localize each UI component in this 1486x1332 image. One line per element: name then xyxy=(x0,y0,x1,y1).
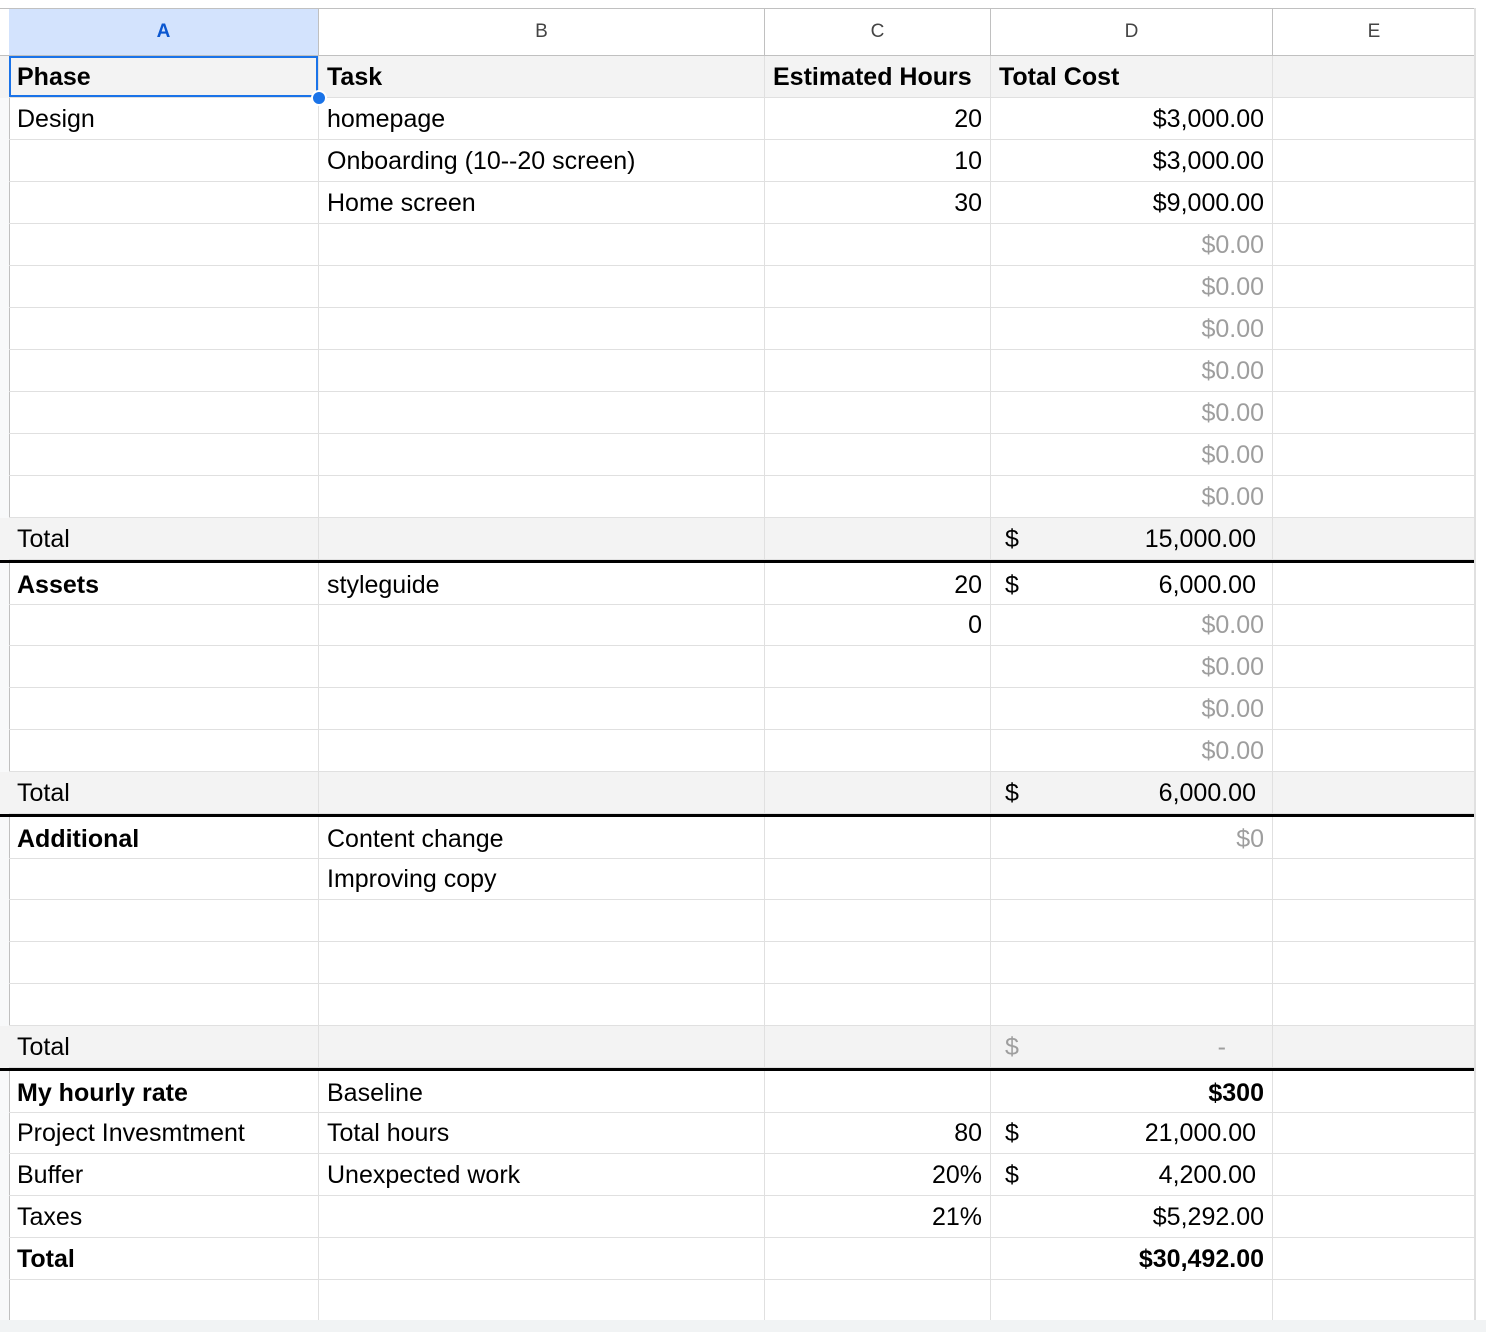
currency-symbol: $ xyxy=(1005,1119,1019,1147)
table-row xyxy=(0,392,1476,434)
cost-cell[interactable]: $0.00 xyxy=(991,646,1273,688)
table-row xyxy=(0,604,1476,646)
bottom-scroll-area[interactable] xyxy=(0,1320,1486,1332)
empty-cell[interactable] xyxy=(1273,688,1476,730)
empty-cell[interactable] xyxy=(9,984,319,1026)
empty-cell[interactable] xyxy=(765,984,991,1026)
empty-cell[interactable] xyxy=(765,1238,991,1280)
table-row xyxy=(0,308,1476,350)
currency-symbol: $ xyxy=(1005,1033,1019,1061)
table-row xyxy=(0,984,1476,1026)
empty-cell[interactable] xyxy=(1273,772,1476,814)
task-cell[interactable]: Home screen xyxy=(319,182,765,224)
empty-cell[interactable] xyxy=(991,942,1273,984)
table-row xyxy=(0,772,1476,814)
header-phase-cell[interactable]: Phase xyxy=(9,56,319,98)
cost-cell[interactable]: $5,292.00 xyxy=(991,1196,1273,1238)
empty-cell[interactable] xyxy=(9,858,319,900)
empty-cell[interactable] xyxy=(1273,434,1476,476)
total-label-cell[interactable]: Total xyxy=(9,518,319,560)
table-row xyxy=(0,814,1476,856)
empty-cell[interactable] xyxy=(1273,224,1476,266)
empty-cell[interactable] xyxy=(1273,646,1476,688)
empty-cell[interactable] xyxy=(1273,1071,1476,1113)
empty-cell[interactable] xyxy=(319,224,765,266)
table-row xyxy=(0,350,1476,392)
empty-cell[interactable] xyxy=(1273,900,1476,942)
table-row xyxy=(0,98,1476,140)
column-header-e[interactable]: E xyxy=(1273,9,1476,55)
total-value: - xyxy=(1217,1033,1226,1061)
currency-symbol: $ xyxy=(1005,525,1019,553)
empty-cell[interactable] xyxy=(319,518,765,560)
empty-cell[interactable] xyxy=(319,266,765,308)
empty-cell[interactable] xyxy=(1273,98,1476,140)
table-row xyxy=(0,900,1476,942)
table-row xyxy=(0,646,1476,688)
empty-cell[interactable] xyxy=(9,224,319,266)
empty-cell[interactable] xyxy=(1273,1026,1476,1068)
total-cost-cell[interactable] xyxy=(991,1026,1273,1068)
task-cell[interactable]: Baseline xyxy=(319,1071,765,1113)
fill-handle[interactable] xyxy=(311,90,327,106)
buffer-label[interactable]: Buffer xyxy=(9,1154,319,1196)
hours-cell[interactable]: 30 xyxy=(765,182,991,224)
cost-cell[interactable] xyxy=(991,563,1273,605)
column-header-b[interactable]: B xyxy=(319,9,765,55)
empty-cell[interactable] xyxy=(765,266,991,308)
cost-cell[interactable]: $0.00 xyxy=(991,392,1273,434)
cost-cell[interactable]: $9,000.00 xyxy=(991,182,1273,224)
currency-symbol: $ xyxy=(1005,571,1019,599)
task-cell[interactable]: homepage xyxy=(319,98,765,140)
empty-cell[interactable] xyxy=(1273,730,1476,772)
header-cost-cell[interactable]: Total Cost xyxy=(991,56,1273,98)
grand-total-value[interactable]: $30,492.00 xyxy=(991,1238,1273,1280)
table-row xyxy=(0,688,1476,730)
empty-cell[interactable] xyxy=(319,772,765,814)
percent-cell[interactable]: 20% xyxy=(765,1154,991,1196)
empty-cell[interactable] xyxy=(991,1280,1273,1322)
grid-right-edge xyxy=(1474,8,1476,1324)
empty-cell[interactable] xyxy=(1273,350,1476,392)
empty-cell[interactable] xyxy=(319,392,765,434)
empty-cell[interactable] xyxy=(9,646,319,688)
header-task-cell[interactable]: Task xyxy=(319,56,765,98)
empty-cell[interactable] xyxy=(1273,563,1476,605)
empty-cell[interactable] xyxy=(1273,1196,1476,1238)
empty-cell[interactable] xyxy=(319,308,765,350)
empty-cell[interactable] xyxy=(765,1026,991,1068)
empty-cell[interactable] xyxy=(765,942,991,984)
empty-cell[interactable] xyxy=(765,646,991,688)
table-row xyxy=(0,1154,1476,1196)
taxes-label[interactable]: Taxes xyxy=(9,1196,319,1238)
header-hours-cell[interactable]: Estimated Hours xyxy=(765,56,991,98)
empty-cell[interactable] xyxy=(991,984,1273,1026)
table-row xyxy=(0,1238,1476,1280)
column-header-bar xyxy=(0,8,1476,56)
empty-cell[interactable] xyxy=(319,1026,765,1068)
hourly-rate-label[interactable]: My hourly rate xyxy=(9,1071,319,1113)
empty-cell[interactable] xyxy=(1273,858,1476,900)
empty-cell[interactable] xyxy=(9,266,319,308)
table-row xyxy=(0,56,1476,98)
empty-cell[interactable] xyxy=(765,434,991,476)
empty-cell[interactable] xyxy=(319,900,765,942)
cost-cell[interactable]: $0.00 xyxy=(991,688,1273,730)
empty-cell[interactable] xyxy=(765,224,991,266)
hours-cell[interactable]: 10 xyxy=(765,140,991,182)
empty-cell[interactable] xyxy=(319,730,765,772)
cost-cell[interactable]: $0.00 xyxy=(991,476,1273,518)
table-row xyxy=(0,266,1476,308)
empty-cell[interactable] xyxy=(1273,392,1476,434)
table-row xyxy=(0,1068,1476,1110)
empty-cell[interactable] xyxy=(319,646,765,688)
empty-cell[interactable] xyxy=(1273,182,1476,224)
empty-cell[interactable] xyxy=(765,1071,991,1113)
table-row xyxy=(0,1112,1476,1154)
empty-cell[interactable] xyxy=(765,858,991,900)
empty-cell[interactable] xyxy=(765,308,991,350)
table-row xyxy=(0,518,1476,560)
empty-cell[interactable] xyxy=(1273,308,1476,350)
empty-cell[interactable] xyxy=(765,730,991,772)
empty-cell[interactable] xyxy=(319,476,765,518)
empty-cell[interactable] xyxy=(765,688,991,730)
empty-cell[interactable] xyxy=(1273,518,1476,560)
hours-cell[interactable]: 80 xyxy=(765,1112,991,1154)
investment-label[interactable]: Project Invesmtment xyxy=(9,1112,319,1154)
cost-cell[interactable]: $0.00 xyxy=(991,350,1273,392)
table-row xyxy=(0,182,1476,224)
empty-cell[interactable] xyxy=(1273,56,1476,98)
empty-cell[interactable] xyxy=(319,350,765,392)
hours-cell[interactable]: 20 xyxy=(765,563,991,605)
total-cost-cell[interactable] xyxy=(991,518,1273,560)
empty-cell[interactable] xyxy=(1273,1154,1476,1196)
cost-cell[interactable]: $3,000.00 xyxy=(991,98,1273,140)
empty-cell[interactable] xyxy=(991,858,1273,900)
table-row xyxy=(0,560,1476,602)
cost-value: 6,000.00 xyxy=(1158,571,1256,599)
empty-cell[interactable] xyxy=(1273,1280,1476,1322)
task-cell[interactable]: Total hours xyxy=(319,1112,765,1154)
empty-cell[interactable] xyxy=(9,688,319,730)
empty-cell[interactable] xyxy=(319,942,765,984)
empty-cell[interactable] xyxy=(1273,266,1476,308)
empty-cell[interactable] xyxy=(765,518,991,560)
task-cell[interactable]: Onboarding (10--20 screen) xyxy=(319,140,765,182)
empty-cell[interactable] xyxy=(765,476,991,518)
empty-cell[interactable] xyxy=(9,476,319,518)
total-cost-cell[interactable] xyxy=(991,772,1273,814)
cost-cell[interactable]: $0.00 xyxy=(991,308,1273,350)
empty-cell[interactable] xyxy=(1273,604,1476,646)
cost-cell[interactable]: $0.00 xyxy=(991,266,1273,308)
empty-cell[interactable] xyxy=(9,182,319,224)
total-value: 15,000.00 xyxy=(1144,525,1256,553)
table-row xyxy=(0,434,1476,476)
empty-cell[interactable] xyxy=(765,817,991,859)
cost-value: 21,000.00 xyxy=(1144,1119,1256,1147)
cost-cell[interactable]: $0.00 xyxy=(991,434,1273,476)
empty-cell[interactable] xyxy=(991,900,1273,942)
cost-cell[interactable] xyxy=(991,1154,1273,1196)
empty-cell[interactable] xyxy=(9,392,319,434)
empty-cell[interactable] xyxy=(1273,1238,1476,1280)
empty-cell[interactable] xyxy=(319,1196,765,1238)
table-row xyxy=(0,730,1476,772)
empty-cell[interactable] xyxy=(9,308,319,350)
empty-cell[interactable] xyxy=(765,772,991,814)
hours-cell[interactable]: 20 xyxy=(765,98,991,140)
table-row xyxy=(0,476,1476,518)
phase-cell[interactable]: Additional xyxy=(9,817,319,859)
phase-cell[interactable]: Design xyxy=(9,98,319,140)
table-row xyxy=(0,858,1476,900)
empty-cell[interactable] xyxy=(9,604,319,646)
phase-cell[interactable]: Assets xyxy=(9,563,319,605)
empty-cell[interactable] xyxy=(1273,942,1476,984)
cost-cell[interactable]: $0.00 xyxy=(991,224,1273,266)
task-cell[interactable]: Improving copy xyxy=(319,858,765,900)
task-cell[interactable]: Unexpected work xyxy=(319,1154,765,1196)
task-cell[interactable]: styleguide xyxy=(319,563,765,605)
empty-cell[interactable] xyxy=(765,900,991,942)
hourly-rate-value[interactable]: $300 xyxy=(991,1071,1273,1113)
empty-cell[interactable] xyxy=(1273,476,1476,518)
cost-cell[interactable] xyxy=(991,1112,1273,1154)
column-header-a[interactable]: A xyxy=(9,9,319,55)
empty-cell[interactable] xyxy=(9,1280,319,1322)
total-label-cell[interactable]: Total xyxy=(9,1026,319,1068)
column-header-d[interactable]: D xyxy=(991,9,1273,55)
cost-cell[interactable]: $3,000.00 xyxy=(991,140,1273,182)
table-row xyxy=(0,942,1476,984)
total-label-cell[interactable]: Total xyxy=(9,772,319,814)
empty-cell[interactable] xyxy=(1273,817,1476,859)
empty-cell[interactable] xyxy=(9,942,319,984)
table-row xyxy=(0,1196,1476,1238)
empty-cell[interactable] xyxy=(765,350,991,392)
empty-cell[interactable] xyxy=(319,1280,765,1322)
empty-cell[interactable] xyxy=(319,688,765,730)
percent-cell[interactable]: 21% xyxy=(765,1196,991,1238)
table-row xyxy=(0,140,1476,182)
empty-cell[interactable] xyxy=(1273,1112,1476,1154)
empty-cell[interactable] xyxy=(9,140,319,182)
total-value: 6,000.00 xyxy=(1158,779,1256,807)
grand-total-label[interactable]: Total xyxy=(9,1238,319,1280)
empty-cell[interactable] xyxy=(765,392,991,434)
task-cell[interactable]: Content change xyxy=(319,817,765,859)
empty-cell[interactable] xyxy=(319,434,765,476)
empty-cell[interactable] xyxy=(9,434,319,476)
cost-cell[interactable]: $0.00 xyxy=(991,604,1273,646)
empty-cell[interactable] xyxy=(319,1238,765,1280)
currency-symbol: $ xyxy=(1005,779,1019,807)
cost-value: 4,200.00 xyxy=(1158,1161,1256,1189)
table-row xyxy=(0,1280,1476,1322)
table-row xyxy=(0,1026,1476,1068)
empty-cell[interactable] xyxy=(319,604,765,646)
empty-cell[interactable] xyxy=(319,984,765,1026)
empty-cell[interactable] xyxy=(9,730,319,772)
currency-symbol: $ xyxy=(1005,1161,1019,1189)
empty-cell[interactable] xyxy=(9,350,319,392)
empty-cell[interactable] xyxy=(765,1280,991,1322)
empty-cell[interactable] xyxy=(9,900,319,942)
empty-cell[interactable] xyxy=(1273,984,1476,1026)
column-header-c[interactable]: C xyxy=(765,9,991,55)
table-row xyxy=(0,224,1476,266)
cost-cell[interactable]: $0 xyxy=(991,817,1273,859)
cost-cell[interactable]: $0.00 xyxy=(991,730,1273,772)
empty-cell[interactable] xyxy=(1273,140,1476,182)
hours-cell[interactable]: 0 xyxy=(765,604,991,646)
